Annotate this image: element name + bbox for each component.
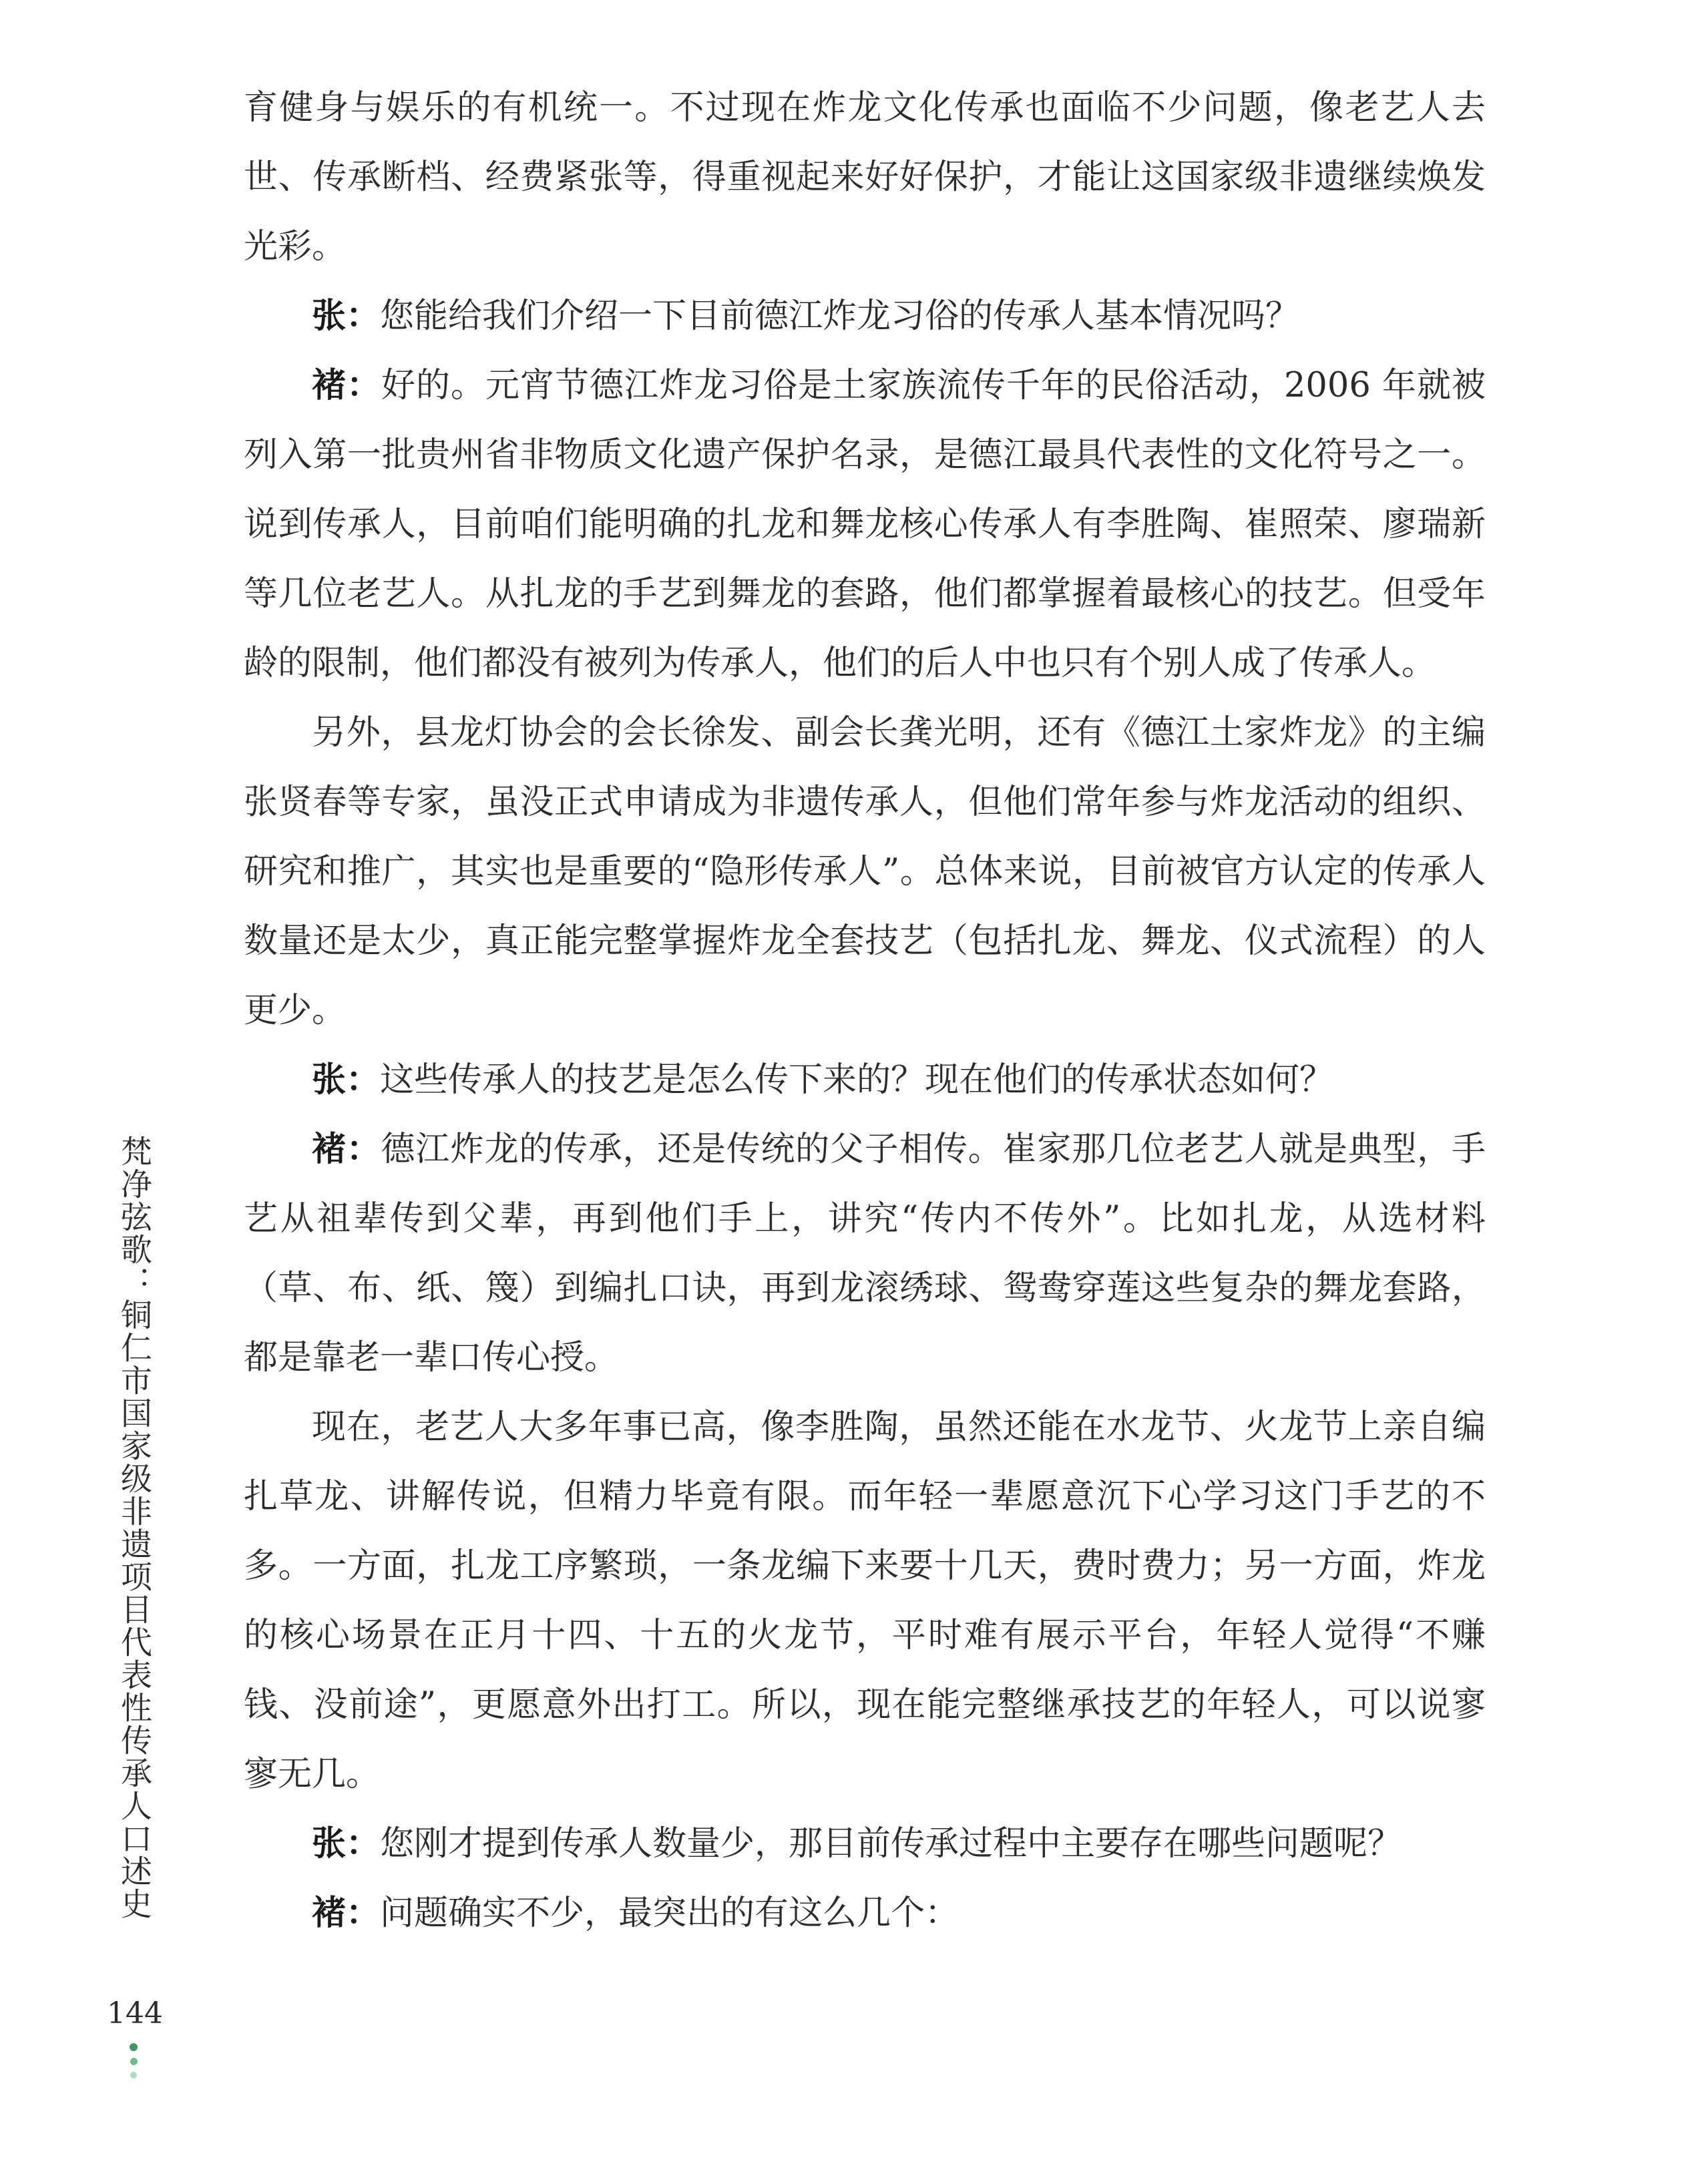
speaker-label: 褚： — [312, 1130, 381, 1169]
running-book-title: 梵净弦歌：铜仁市国家级非遗项目代表性传承人口述史 — [116, 1135, 152, 1920]
paragraph-text: 德江炸龙的传承，还是传统的父子相传。崔家那几位老艺人就是典型，手艺从祖辈传到父辈，再到他们手上，讲究“传内不传外”。比如扎龙，从选材料（草、布、纸、篾）到编扎口诀，再到龙滚绣球、鸳鸯穿莲这些复杂的舞龙套路，都是靠老一辈口传心授。 — [244, 1130, 1486, 1377]
paragraph-text: 这些传承人的技艺是怎么传下来的？现在他们的传承状态如何？ — [380, 1060, 1334, 1100]
paragraph — [244, 1393, 1486, 1809]
dot-icon — [130, 2043, 138, 2051]
body-text — [244, 73, 1486, 1948]
paragraph-text: 好的。元宵节德江炸龙习俗是土家族流传千年的民俗活动，2006 年就被列入第一批贵州省非物质文化遗产保护名录，是德江最具代表性的文化符号之一。说到传承人，目前咱们能明确的扎龙和舞龙核心传承人有李胜陶、崔照荣、廖瑞新等几位老艺人。从扎龙的手艺到舞龙的套路，他们都掌握着最核心的技艺。但受年龄的限制，他们都没有被列为传承人，他们的后人中也只有个别人成了传承人。 — [244, 366, 1486, 683]
paragraph-text: 您能给我们介绍一下目前德江炸龙习俗的传承人基本情况吗？ — [380, 296, 1300, 336]
dot-icon — [130, 2058, 138, 2065]
decorative-dots — [129, 2043, 138, 2085]
paragraph — [244, 351, 1486, 698]
paragraph — [244, 698, 1486, 1046]
paragraph — [244, 1115, 1486, 1393]
speaker-label: 张： — [312, 296, 381, 336]
paragraph — [244, 73, 1486, 282]
paragraph — [244, 1879, 1486, 1948]
paragraph-text: 您刚才提到传承人数量少，那目前传承过程中主要存在哪些问题呢？ — [380, 1824, 1402, 1864]
paragraph-text: 问题确实不少，最突出的有这么几个： — [380, 1894, 959, 1933]
speaker-label: 张： — [312, 1060, 381, 1100]
paragraph-text: 现在，老艺人大多年事已高，像李胜陶，虽然还能在水龙节、火龙节上亲自编扎草龙、讲解传说，但精力毕竟有限。而年轻一辈愿意沉下心学习这门手艺的不多。一方面，扎龙工序繁琐，一条龙编下来要十几天，费时费力；另一方面，炸龙的核心场景在正月十四、十五的火龙节，平时难有展示平台，年轻人觉得“不赚钱、没前途”，更愿意外出打工。所以，现在能完整继承技艺的年轻人，可以说寥寥无几。 — [244, 1407, 1486, 1794]
speaker-label: 褚： — [312, 366, 381, 405]
page-number: 144 — [107, 1996, 163, 2030]
speaker-label: 张： — [312, 1824, 381, 1864]
paragraph — [244, 1809, 1486, 1879]
dot-icon — [130, 2072, 137, 2079]
paragraph — [244, 282, 1486, 351]
paragraph-text: 育健身与娱乐的有机统一。不过现在炸龙文化传承也面临不少问题，像老艺人去世、传承断档、经费紧张等，得重视起来好好保护，才能让这国家级非遗继续焕发光彩。 — [244, 88, 1486, 266]
paragraph-text: 另外，县龙灯协会的会长徐发、副会长龚光明，还有《德江土家炸龙》的主编张贤春等专家，虽没正式申请成为非遗传承人，但他们常年参与炸龙活动的组织、研究和推广，其实也是重要的“隐形传承人”。总体来说，目前被官方认定的传承人数量还是太少，真正能完整掌握炸龙全套技艺（包括扎龙、舞龙、仪式流程）的人更少。 — [244, 713, 1486, 1030]
paragraph — [244, 1046, 1486, 1115]
speaker-label: 褚： — [312, 1894, 381, 1933]
